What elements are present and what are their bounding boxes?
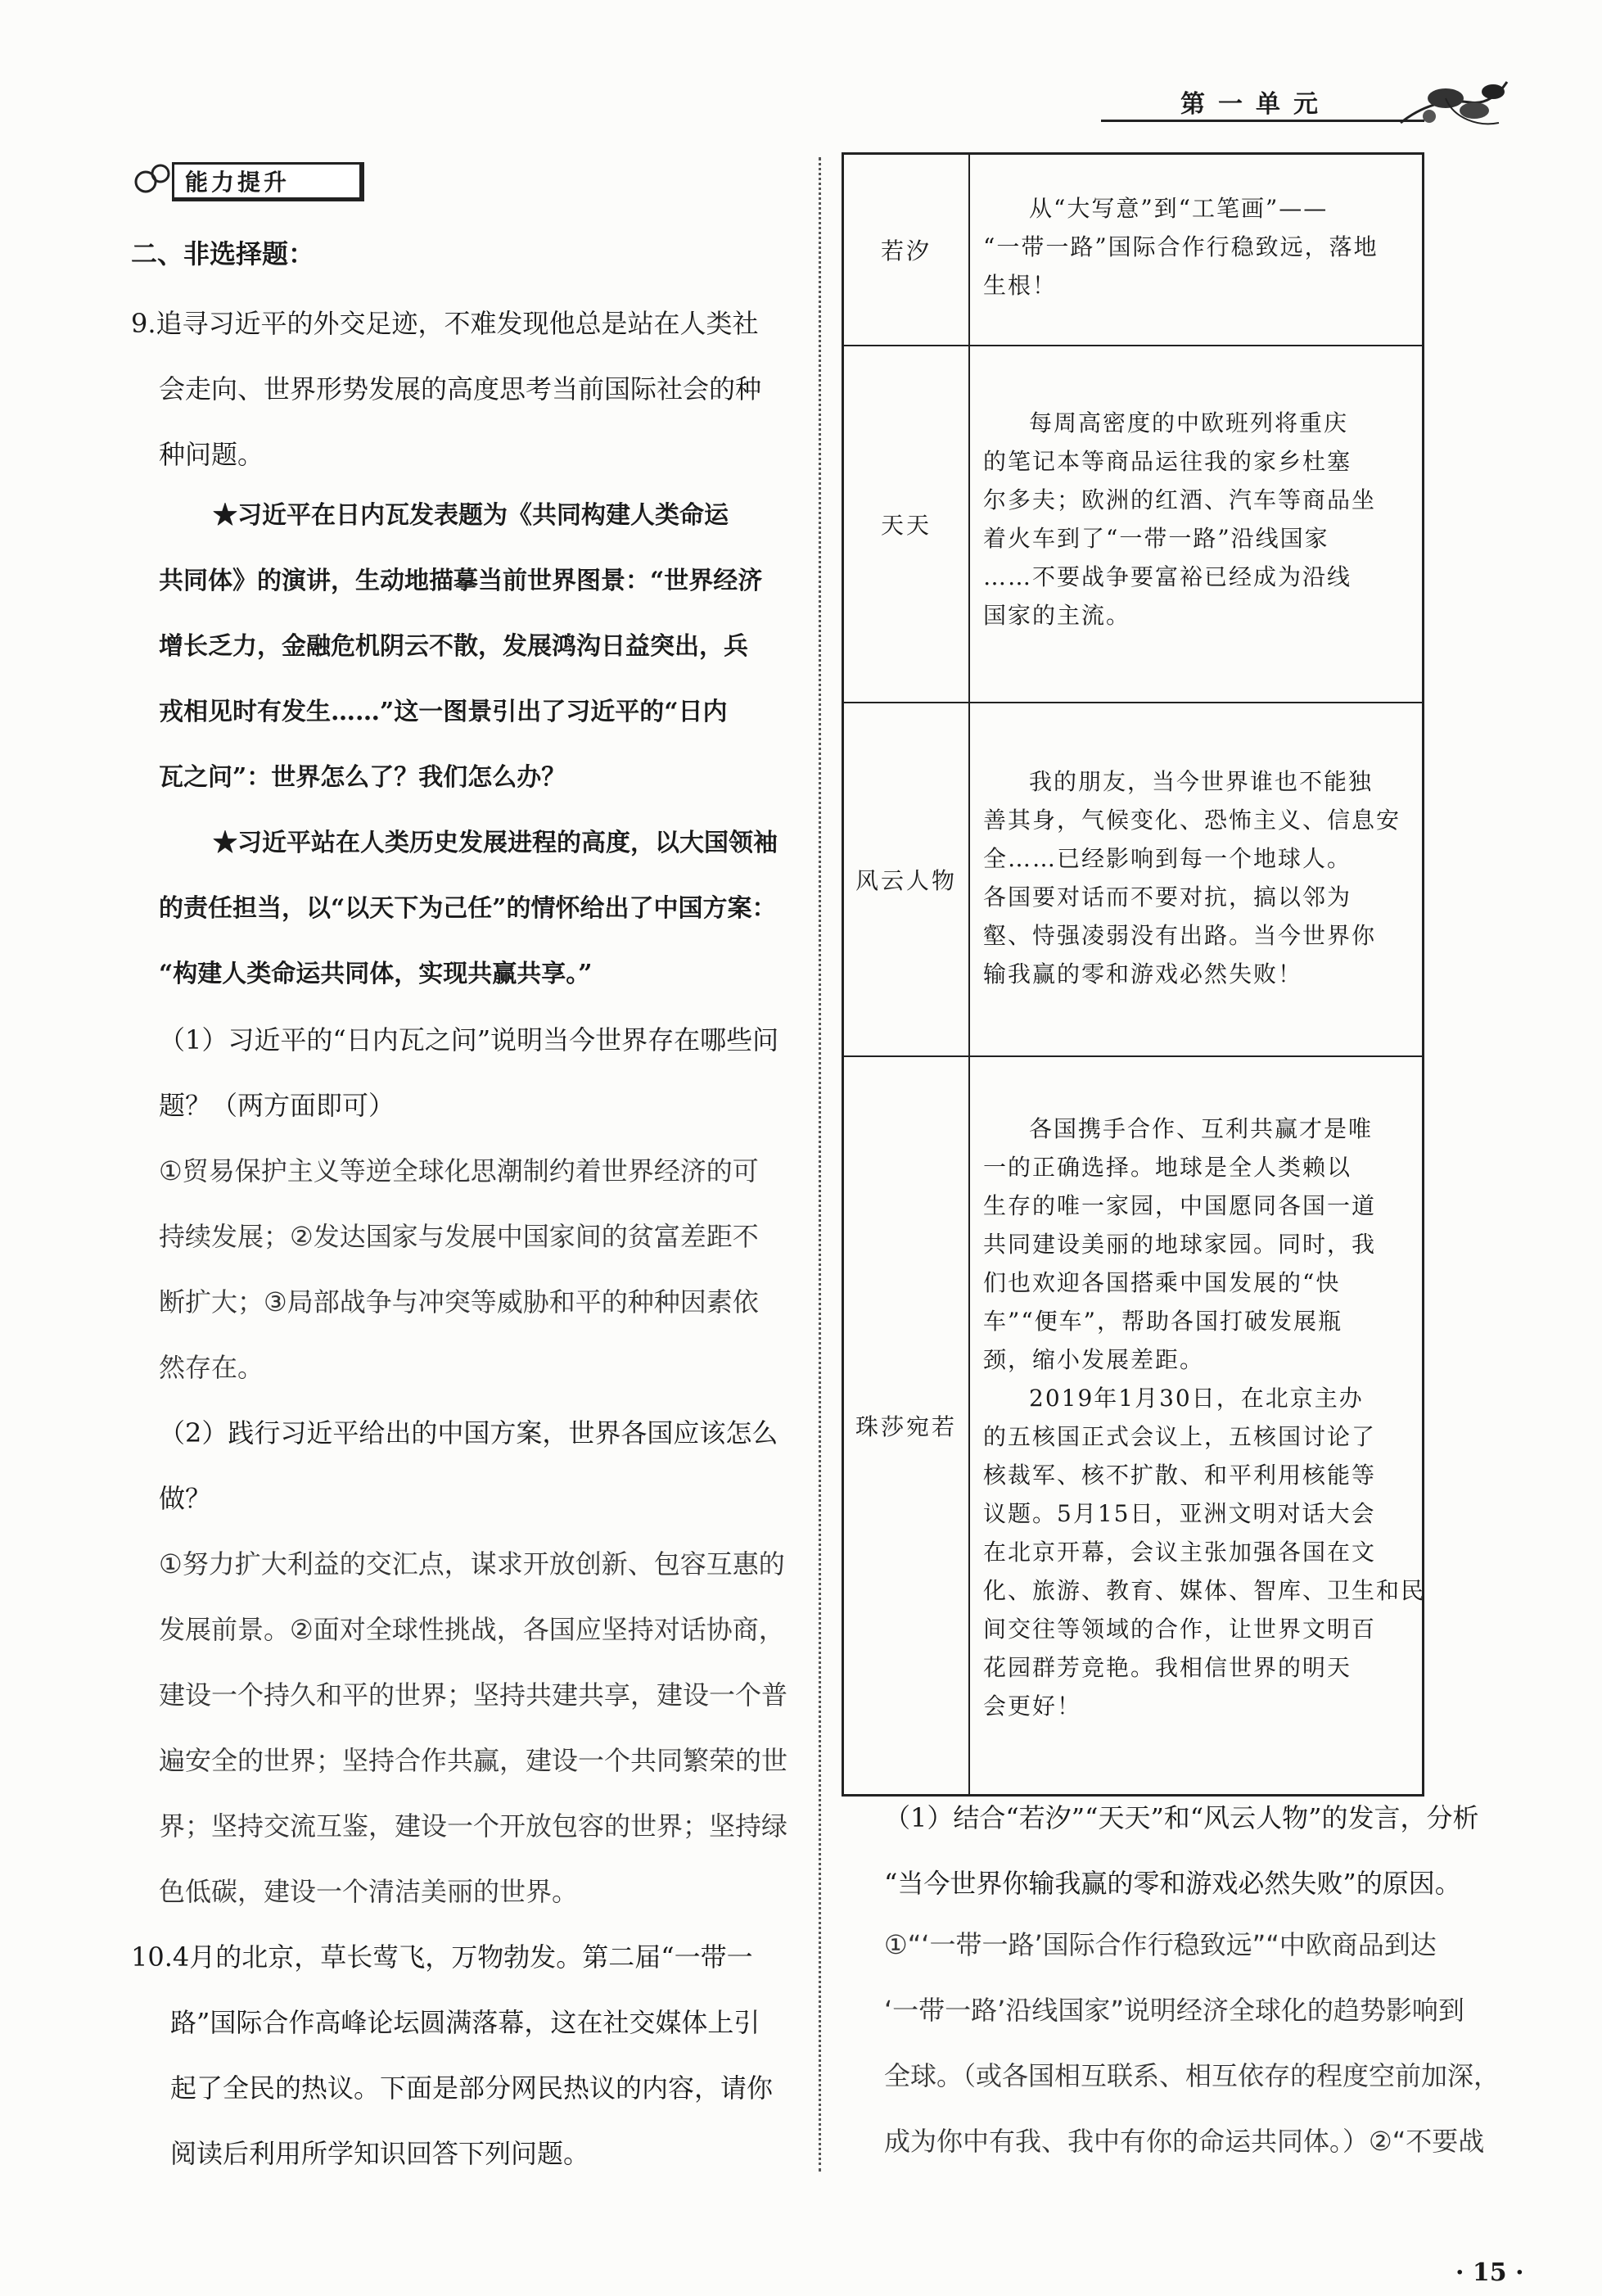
q9-stem	[131, 291, 802, 487]
netizen-name: 天天	[844, 346, 970, 702]
section-heading	[131, 221, 802, 287]
answer-line: ①“‘一带一路’国际合作行稳致远”“中欧商品到达	[884, 1929, 1437, 1960]
q9-stem-line: 9.追寻习近平的外交足迹，不难发现他总是站在人类社	[131, 308, 759, 339]
q9-sub1-question	[131, 1007, 802, 1138]
comment-line: 会更好！	[983, 1693, 1082, 1720]
table-row	[844, 1057, 1426, 1794]
answer-line: ①贸易保护主义等逆全球化思潮制约着世界经济的可	[159, 1155, 759, 1186]
comment-line: 输我赢的零和游戏必然失败！	[983, 960, 1303, 988]
comment-line: 国家的主流。	[983, 602, 1131, 629]
comment-line: 从“大写意”到“工笔画”——	[1029, 195, 1329, 222]
table-row	[844, 703, 1422, 1057]
q10-stem-line: 10.4月的北京，草长莺飞，万物勃发。第二届“一带一	[131, 1941, 753, 1973]
comment-line: 壑、恃强凌弱没有出路。当今世界你	[983, 922, 1377, 949]
netizen-comment	[983, 762, 1409, 993]
header-rule	[1101, 120, 1424, 122]
comment-line: 在北京开幕，会议主张加强各国在文	[983, 1539, 1377, 1566]
material-line: ★习近平站在人类历史发展进程的高度，以大国领袖	[213, 829, 778, 857]
question-line: 做？	[159, 1483, 212, 1514]
netizen-comment	[983, 1110, 1426, 1725]
q9-material-2	[131, 811, 802, 1007]
question-line: （1）习近平的“日内瓦之问”说明当今世界存在哪些问	[159, 1024, 779, 1055]
comment-line: 各国携手合作、互利共赢才是唯	[1029, 1115, 1374, 1142]
comment-line: ……不要战争要富裕已经成为沿线	[983, 563, 1352, 590]
comment-line: 着火车到了“一带一路”沿线国家	[983, 525, 1329, 552]
q9-stem-line: 会走向、世界形势发展的高度思考当前国际社会的种	[159, 373, 762, 405]
material-line: 增长乏力，金融危机阴云不散，发展鸿沟日益突出，兵	[159, 632, 748, 661]
q10-stem	[131, 1924, 802, 2186]
column-divider	[819, 157, 821, 2172]
comment-line: 们也欢迎各国搭乘中国发展的“快	[983, 1269, 1341, 1296]
material-line: ★习近平在日内瓦发表题为《共同构建人类命运	[213, 501, 729, 530]
comment-line: 共同建设美丽的地球家园。同时，我	[983, 1231, 1377, 1258]
comment-line: 花园群芳竞艳。我相信世界的明天	[983, 1654, 1352, 1681]
q10-stem-line: 起了全民的热议。下面是部分网民热议的内容，请你	[170, 2072, 774, 2104]
answer-line: 然存在。	[159, 1352, 264, 1383]
comment-line: 尔多夫；欧洲的红酒、汽车等商品坐	[983, 486, 1377, 513]
comment-line: 的笔记本等商品运往我的家乡杜塞	[983, 448, 1352, 475]
comment-line: 2019年1月30日，在北京主办	[1029, 1385, 1364, 1412]
answer-line: 全球。（或各国相互联系、相互依存的程度空前加深，	[884, 2060, 1500, 2091]
q10-sub1-question	[884, 1785, 1531, 1916]
q9-sub2-answer	[131, 1531, 802, 1924]
material-line: 瓦之问”：世界怎么了？我们怎么办？	[159, 763, 566, 792]
answer-line: ‘一带一路’沿线国家”说明经济全球化的趋势影响到	[884, 1995, 1464, 2026]
comment-line: 核裁军、核不扩散、和平利用核能等	[983, 1462, 1377, 1489]
comment-line: 生根！	[983, 272, 1058, 299]
comment-line: 每周高密度的中欧班列将重庆	[1029, 409, 1349, 436]
answer-line: 建设一个持久和平的世界；坚持共建共享，建设一个普	[159, 1679, 788, 1711]
comment-line: 颈，缩小发展差距。	[983, 1346, 1205, 1373]
q9-sub2-question	[131, 1400, 802, 1531]
answer-line: 遍安全的世界；坚持合作共赢，建设一个共同繁荣的世	[159, 1745, 788, 1776]
opinions-table	[842, 152, 1424, 1797]
unit-title: 第一单元	[1180, 90, 1331, 119]
comment-line: 全……已经影响到每一个地球人。	[983, 845, 1352, 872]
comment-line: 议题。5月15日，亚洲文明对话大会	[983, 1500, 1376, 1527]
q10-stem-line: 路”国际合作高峰论坛圆满落幕，这在社交媒体上引	[170, 2007, 760, 2038]
q9-stem-line: 种问题。	[159, 439, 264, 470]
answer-line: 色低碳，建设一个清洁美丽的世界。	[159, 1876, 579, 1907]
q9-sub1-answer	[131, 1138, 802, 1400]
comment-line: 间交往等领域的合作，让世界文明百	[983, 1616, 1377, 1643]
comment-line: 我的朋友，当今世界谁也不能独	[1029, 768, 1374, 795]
q9-material-1	[131, 483, 802, 811]
answer-line: 成为你中有我、我中有你的命运共同体。）②“不要战	[884, 2126, 1485, 2157]
answer-line: 断扩大；③局部战争与冲突等威胁和平的种种因素依	[159, 1286, 759, 1317]
comment-line: 的五核国正式会议上，五核国讨论了	[983, 1423, 1377, 1450]
material-line: 共同体》的演讲，生动地描摹当前世界图景：“世界经济	[159, 567, 763, 595]
comment-line: 化、旅游、教育、媒体、智库、卫生和民	[983, 1577, 1426, 1604]
table-row	[844, 346, 1422, 703]
netizen-name: 若汐	[844, 155, 970, 345]
netizen-name: 风云人物	[844, 703, 970, 1055]
comment-line: 车”“便车”，帮助各国打破发展瓶	[983, 1308, 1343, 1335]
section-badge	[131, 156, 362, 201]
comment-line: 各国要对话而不要对抗，搞以邻为	[983, 884, 1352, 911]
answer-line: 持续发展；②发达国家与发展中国家间的贫富差距不	[159, 1221, 759, 1252]
question-line: “当今世界你输我赢的零和游戏必然失败”的原因。	[884, 1868, 1461, 1899]
floral-ornament-icon	[1397, 74, 1511, 139]
netizen-comment	[983, 404, 1409, 635]
netizen-name: 珠莎宛若	[844, 1057, 970, 1794]
table-row	[844, 155, 1422, 346]
material-line: “构建人类命运共同体，实现共赢共享。”	[159, 960, 593, 988]
q10-sub1-answer	[884, 1912, 1531, 2174]
material-line: 的责任担当，以“以天下为己任”的情怀给出了中国方案：	[159, 894, 777, 923]
page-number: · 15 ·	[1455, 2258, 1524, 2287]
section-heading-text: 二、非选择题：	[131, 238, 315, 269]
answer-line: 发展前景。②面对全球性挑战，各国应坚持对话协商，	[159, 1614, 785, 1645]
question-line: （2）践行习近平给出的中国方案，世界各国应该怎么	[159, 1417, 778, 1449]
question-line: 题？（两方面即可）	[159, 1090, 395, 1121]
netizen-comment	[983, 189, 1409, 305]
badge-label: 能力提升	[185, 169, 291, 196]
answer-line: 界；坚持交流互鉴，建设一个开放包容的世界；坚持绿	[159, 1810, 788, 1842]
answer-line: ①努力扩大利益的交汇点，谋求开放创新、包容互惠的	[159, 1548, 785, 1580]
comment-line: “一带一路”国际合作行稳致远，落地	[983, 233, 1379, 260]
question-line: （1）结合“若汐”“天天”和“风云人物”的发言，分析	[884, 1802, 1479, 1833]
comment-line: 生存的唯一家园，中国愿同各国一道	[983, 1192, 1377, 1219]
comment-line: 善其身，气候变化、恐怖主义、信息安	[983, 807, 1401, 834]
q10-stem-line: 阅读后利用所学知识回答下列问题。	[170, 2138, 590, 2169]
comment-line: 一的正确选择。地球是全人类赖以	[983, 1154, 1352, 1181]
material-line: 戎相见时有发生……”这一图景引出了习近平的“日内	[159, 698, 728, 726]
